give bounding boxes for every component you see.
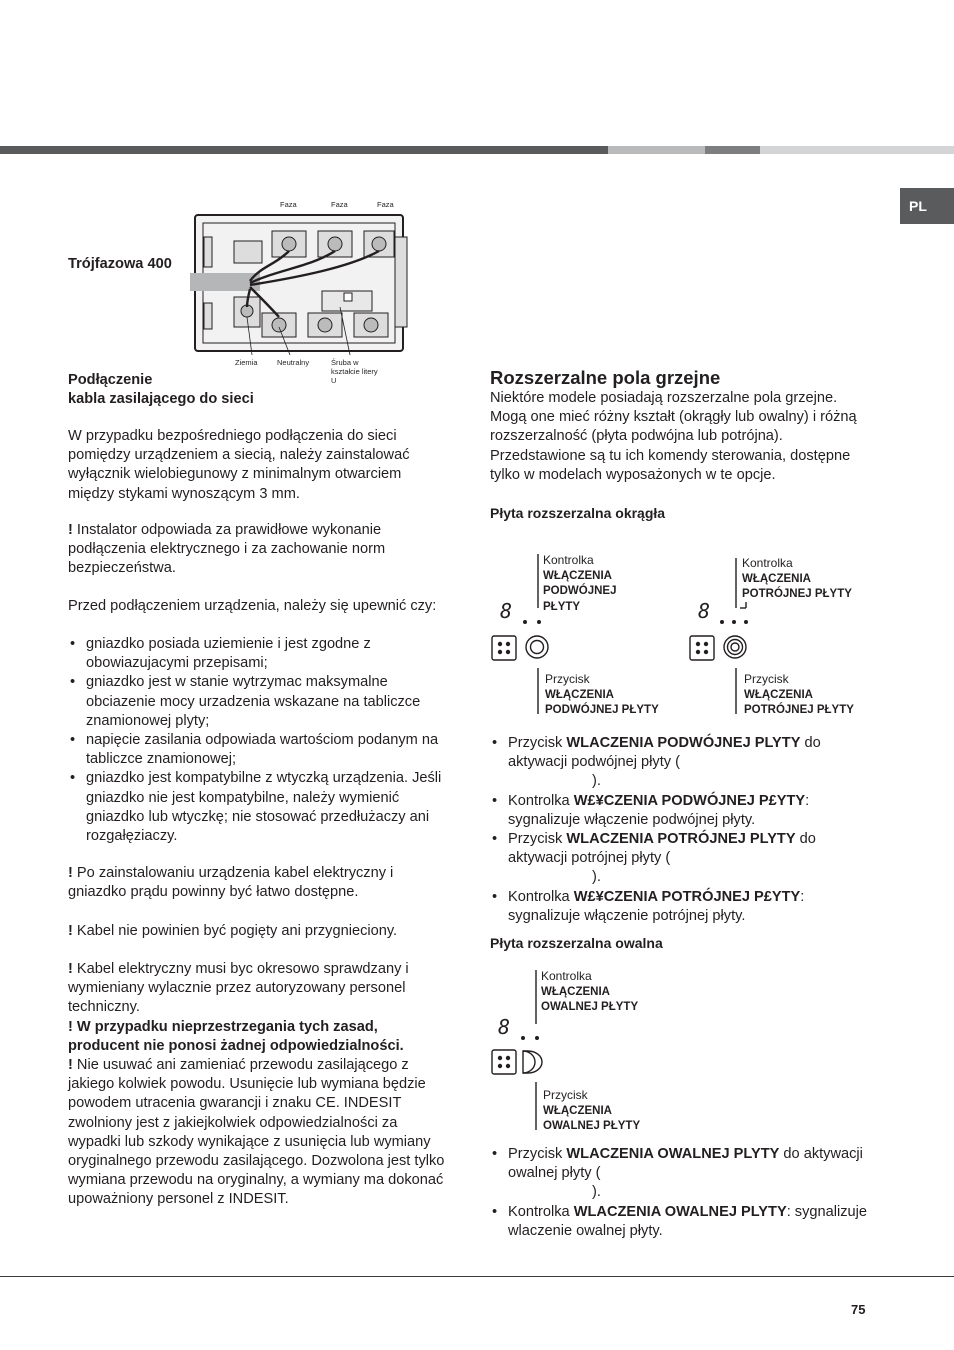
label-line: OWALNEJ PŁYTY <box>543 1120 641 1132</box>
left-para-text: Kabel nie powinien być pogięty ani przygnieciony. <box>72 923 398 939</box>
left-heading-line: Podłączenie <box>68 372 153 388</box>
header-bar-segment <box>705 146 760 154</box>
label-line: Przycisk <box>545 672 590 686</box>
list-item: • gniazdko posiada uziemienie i jest zgodne z obowiazujacymi przepisami; <box>68 635 448 673</box>
wiring-label-u-bolt: Śruba w kształcie litery U <box>331 358 378 385</box>
list-item <box>490 734 870 792</box>
warning-mark: ! <box>68 1057 73 1073</box>
warning-mark: ! <box>68 923 73 939</box>
list-item <box>490 792 870 830</box>
item-text: do aktywacji podwójnej płyty ( <box>508 735 821 771</box>
item-text: Przycisk <box>508 831 567 848</box>
item-text: do aktywacji potrójnej płyty ( <box>508 831 816 867</box>
label-line: Kontrolka <box>541 969 592 983</box>
left-para-switch: W przypadku bezpośredniego podłączenia do sieci pomiędzy urządzeniem a siecią, należy zainstalować wyłącznik wielobiegunowy z minimalnym otwarciem między stykami wynoszącym 3 mm. <box>68 428 410 502</box>
wiring-label-phase: Faza <box>377 200 394 209</box>
label-line: Przycisk <box>543 1088 588 1102</box>
label-oval-button <box>543 1088 640 1134</box>
left-para-installer <box>68 521 448 579</box>
header-bar-segment <box>608 146 705 154</box>
item-bold: WLACZENIA PODWÓJNEJ PLYTY <box>566 735 801 751</box>
label-line: WŁĄCZENIA <box>744 688 813 701</box>
left-para-access <box>68 864 448 902</box>
wiring-label-phase: Faza <box>280 200 297 209</box>
diagram-round-zone <box>490 550 880 720</box>
header-bar-segment <box>0 146 608 154</box>
list-item: • gniazdko jest w stanie wytrzymac maksymalne obciazenie mocy urzadzenia wskazane na tabliczce znamionowej plyty; <box>68 673 448 731</box>
sub-heading-round: Płyta rozszerzalna okrągła <box>490 505 666 521</box>
header-bar <box>0 146 954 154</box>
item-text: Przycisk <box>508 1146 567 1162</box>
left-heading-line: kabla zasilającego do sieci <box>68 391 254 408</box>
footer-divider <box>0 1276 954 1277</box>
wiring-label-phase: Faza <box>331 200 348 209</box>
round-controls-list <box>490 734 870 926</box>
item-text: Kontrolka <box>508 792 574 809</box>
label-triple-indicator <box>742 556 852 602</box>
label-line: PODWÓJNEJ PŁYTY <box>545 704 659 716</box>
item-bold: WLACZENIA OWALNEJ PLYTY <box>573 1203 787 1220</box>
list-item: • gniazdko jest kompatybilne z wtyczką urządzenia. Jeśli gniazdko nie jest kompatybilne, należy wymienić gniazdko lub wtyczkę; nie stosować przedłużaczy ani rozgałęziaczy. <box>68 769 448 846</box>
left-para-text: Kabel elektryczny musi byc okresowo sprawdzany i wymieniany wylacznie przez autoryzowany personel techniczny. <box>68 961 409 1016</box>
list-item <box>490 1203 870 1241</box>
left-para-before: Przed podłączeniem urządzenia, należy się upewnić czy: <box>68 598 437 614</box>
label-triple-button <box>744 672 854 718</box>
page-number: 75 <box>851 1302 866 1317</box>
warning-mark: ! <box>68 522 73 538</box>
item-text: ). <box>592 1184 601 1201</box>
item-bold: W£¥CZENIA POTRÓJNEJ P£YTY <box>573 888 801 905</box>
left-para-check <box>68 960 448 1018</box>
left-para-replace <box>68 1056 446 1210</box>
item-text: ). <box>592 773 601 790</box>
oval-controls-list <box>490 1145 870 1241</box>
section-title: Rozszerzalne pola grzejne <box>490 367 721 388</box>
label-line: WŁĄCZENIA <box>742 572 811 585</box>
label-oval-indicator <box>541 969 638 1015</box>
label-line: PODWÓJNEJ <box>543 585 617 597</box>
label-line: WŁĄCZENIA <box>543 569 612 582</box>
language-tab[interactable]: PL <box>900 188 954 224</box>
label-line: Kontrolka <box>543 553 594 567</box>
left-para-liability: ! W przypadku nieprzestrzegania tych zasad, producent nie ponosi żadnej odpowiedzialności. <box>68 1019 404 1055</box>
item-bold: W£¥CZENIA PODWÓJNEJ P£YTY <box>573 792 806 809</box>
right-intro: Niektóre modele posiadają rozszerzalne pola grzejne. Mogą one mieć różny kształt (okrągły lub owalny) i różną rozszerzalność (płyta podwójna lub potrójna). Przedstawione są tu ich komendy sterowania, dostępne tylko w modelach wyposażonych w te opcje. <box>490 390 857 483</box>
label-line: Przycisk <box>744 672 789 686</box>
left-para-text: Nie usuwać ani zamieniać przewodu zasilającego z jakiego kolwiek powodu. Usunięcie lub wymiana będzie powodem utracenia gwarancji i znaku CE. INDESIT zwolniony jest z jakiejkolwiek odpowiedzialności za wypadki lub szkody wynikające z usunięcia lub wymiany oryginalnego przewodu zasilającego. Dozwolona jest tylko wymiana przewodu na oryginalny, a wymiany ma dokonać upoważniony personel z INDESIT. <box>68 1057 445 1208</box>
left-para-cable <box>68 922 448 941</box>
label-double-indicator <box>543 553 617 614</box>
wiring-diagram <box>190 207 412 357</box>
item-text: Przycisk <box>508 735 567 751</box>
label-double-button <box>545 672 659 718</box>
diagram-oval-zone <box>490 966 790 1136</box>
left-para-text: Po zainstalowaniu urządzenia kabel elektryczny i gniazdko prądu powinny być łatwo dostępne. <box>68 865 394 901</box>
wiring-label-neutral: Neutralny <box>277 358 310 367</box>
item-text: Kontrolka <box>508 1203 574 1220</box>
sub-heading-oval: Płyta rozszerzalna owalna <box>490 935 663 951</box>
display-digit: 8 <box>500 599 513 623</box>
left-para-text: Instalator odpowiada za prawidłowe wykonanie podłączenia elektrycznego i za zachowanie norm bezpieczeństwa. <box>68 522 386 577</box>
left-heading <box>68 371 448 409</box>
item-text: : sygnalizuje wlaczenie owalnej płyty. <box>508 1203 868 1239</box>
label-line: POTRÓJNEJ PŁYTY <box>742 588 852 600</box>
item-bold: WLACZENIA OWALNEJ PLYTY <box>566 1146 780 1162</box>
label-line: Kontrolka <box>742 556 793 570</box>
label-line: WŁĄCZENIA <box>545 688 614 701</box>
item-text: ). <box>592 869 601 886</box>
label-line: PŁYTY <box>543 600 581 613</box>
list-item <box>490 1145 870 1203</box>
item-text: : sygnalizuje włączenie potrójnej płyty. <box>508 888 805 924</box>
warning-mark: ! <box>68 961 73 977</box>
label-line: WŁĄCZENIA <box>541 985 610 998</box>
list-item <box>490 830 870 888</box>
list-item: • napięcie zasilania odpowiada wartościom podanym na tabliczce znamionowej; <box>68 731 448 769</box>
item-text: do aktywacji owalnej płyty ( <box>508 1146 863 1182</box>
display-digit: 8 <box>498 1015 511 1039</box>
left-checklist <box>68 635 448 846</box>
warning-mark: ! <box>68 865 73 881</box>
label-line: POTRÓJNEJ PŁYTY <box>744 704 854 716</box>
wiring-side-label: Trójfazowa 400 <box>68 256 172 272</box>
wiring-label-earth: Ziemia <box>235 358 258 367</box>
label-line: WŁĄCZENIA <box>543 1104 612 1117</box>
list-item <box>490 888 870 926</box>
header-bar-segment <box>760 146 954 154</box>
display-digit: 8 <box>698 599 711 623</box>
item-text: Kontrolka <box>508 888 574 905</box>
label-line: OWALNEJ PŁYTY <box>541 1001 639 1013</box>
item-bold: WLACZENIA POTRÓJNEJ PLYTY <box>566 831 796 848</box>
item-text: : sygnalizuje włączenie podwójnej płyty. <box>508 792 810 828</box>
